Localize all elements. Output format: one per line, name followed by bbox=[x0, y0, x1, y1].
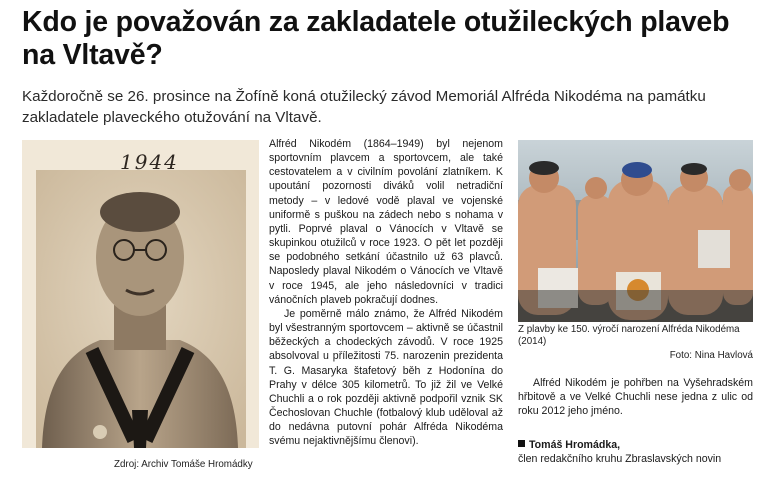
body-paragraph: Alfréd Nikodém je pohřben na Vyšehradském hřbitově a ve Velké Chuchli nese jedna z ulic od roku 2012 jeho jméno. bbox=[518, 377, 753, 418]
author-role: člen redakčního kruhu Zbraslavských novin bbox=[518, 453, 722, 466]
group-photo-credit: Foto: Nina Havlová bbox=[669, 350, 753, 361]
author-name: Tomáš Hromádka, bbox=[529, 439, 621, 451]
square-bullet-icon bbox=[518, 440, 525, 447]
article-lead: Každoročně se 26. prosince na Žofíně koná otužilecký závod Memoriál Alfréda Nikodéma na památku zakladatele plaveckého otužování na Vltavě. bbox=[22, 88, 706, 126]
article-body-column-middle bbox=[269, 137, 503, 448]
swimmers-group-photo bbox=[518, 140, 753, 322]
portrait-photo-caption: Zdroj: Archiv Tomáše Hromádky bbox=[114, 459, 253, 470]
photo-year-inscription: 1944 bbox=[120, 150, 179, 174]
article-title: Kdo je považován za zakladatele otužileckých plaveb na Vltavě? bbox=[22, 6, 730, 71]
author-signature bbox=[518, 438, 753, 466]
group-photo-caption: Z plavby ke 150. výročí narození Alfréda Nikodéma (2014) bbox=[518, 324, 740, 348]
body-paragraph: Je poměrně málo známo, že Alfréd Nikodém byl všestranným sportovcem – aktivně se účastnil běžeckých a chodeckých závodů. V roce 1925 absolvoval u příležitosti 75. narozenin prezidenta T. G. Masaryka štafetový běh z Hodonína do Prahy v délce 305 kilometrů. To již žil ve Velké Chuchli a o rok později aktivně podpořil vznik SK Čechoslovan Chuchle (fotbalový klub uděloval až do nedávna putovní pohár Alfréda Nikodéma svému nejaktivnějšímu členovi). bbox=[269, 307, 503, 448]
portrait-photo-nikodem bbox=[22, 140, 259, 448]
article-body-column-right bbox=[518, 376, 753, 418]
body-paragraph: Alfréd Nikodém (1864–1949) byl nejenom sportovním plavcem a sportovcem, ale také cestovatelem a v civilním povolání zlatníkem. K upoutání pozornosti diváků volil netradiční metody – v ledové vodě plaval ve vojenské uniformě s puškou na zádech nebo s nohama v pytli. Poprvé plaval o Vánocích v Vltavě se skupinkou otužilců v roce 1923. O pět let později se podobného setkání účastnilo už 63 plavců. Naposledy plaval Nikodém o Vánocích ve Vltavě v roce 1945, ale jeho následovníci v tradici vánočních plaveb pokračují dodnes. bbox=[269, 138, 503, 306]
